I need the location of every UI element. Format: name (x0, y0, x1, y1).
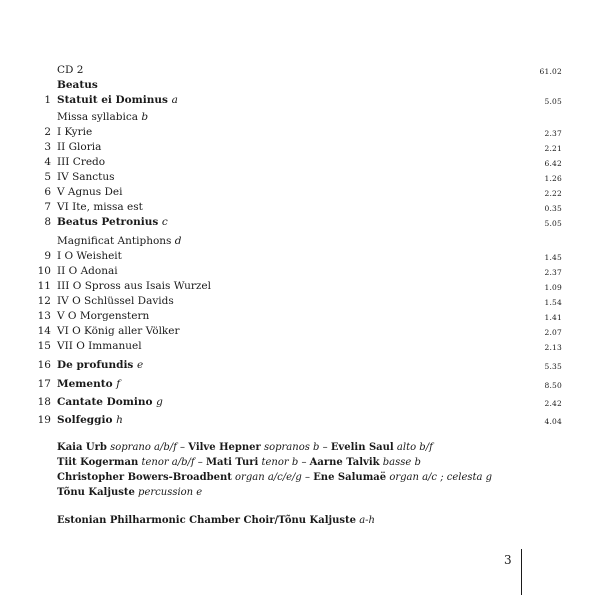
total-duration: 61.02 (539, 67, 562, 76)
track-number: 12 (37, 295, 51, 307)
section-heading-magnificat (57, 235, 182, 247)
track-number: 7 (44, 201, 51, 213)
track-number: 2 (44, 126, 51, 138)
track-title: Beatus Petronius c (57, 216, 168, 228)
track-number: 19 (37, 414, 51, 426)
track-number: 5 (44, 171, 51, 183)
track-title: V Agnus Dei (57, 186, 123, 198)
track-number: 14 (37, 325, 51, 337)
track-duration: 5.35 (544, 362, 562, 371)
track-title: V O Morgenstern (57, 310, 150, 322)
track-title: II Gloria (57, 141, 102, 153)
track-title: IV O Schlüssel Davids (57, 295, 174, 307)
track-number: 9 (44, 250, 51, 262)
section-heading-missa (57, 111, 148, 123)
track-duration: 1.54 (544, 298, 562, 307)
track-duration: 4.04 (544, 417, 562, 426)
track-title: De profundis e (57, 359, 144, 371)
section-heading-missa-text: Missa syllabica (57, 111, 139, 123)
track-number: 15 (37, 340, 51, 352)
track-number: 3 (44, 141, 51, 153)
track-duration: 2.22 (544, 189, 562, 198)
track-number: 13 (37, 310, 51, 322)
track-duration: 2.37 (544, 268, 562, 277)
track-number: 6 (44, 186, 51, 198)
track-title: III Credo (57, 156, 106, 168)
section-heading-beatus: Beatus (57, 79, 98, 91)
track-title: Memento f (57, 378, 121, 390)
track-duration: 5.05 (544, 97, 562, 106)
track-duration: 2.42 (544, 399, 562, 408)
track-duration: 1.26 (544, 174, 562, 183)
track-number: 8 (44, 216, 51, 228)
track-duration: 2.13 (544, 343, 562, 352)
track-duration: 5.05 (544, 219, 562, 228)
track-title: Cantate Domino g (57, 396, 163, 408)
track-title: VI Ite, missa est (57, 201, 143, 213)
cd-label: CD 2 (57, 64, 84, 76)
track-duration: 1.41 (544, 313, 562, 322)
track-duration: 2.07 (544, 328, 562, 337)
track-title: IV Sanctus (57, 171, 115, 183)
track-title: I O Weisheit (57, 250, 122, 262)
track-duration: 2.21 (544, 144, 562, 153)
credits-line-3: Christopher Bowers-Broadbent organ a/c/e/g – Ene Salumaë organ a/c ; celesta g (57, 472, 493, 483)
track-duration: 0.35 (544, 204, 562, 213)
track-number: 1 (44, 94, 51, 106)
track-title: III O Spross aus Isais Wurzel (57, 280, 211, 292)
credits-line-4: Tõnu Kaljuste percussion e (57, 487, 203, 498)
track-number: 16 (37, 359, 51, 371)
track-number: 4 (44, 156, 51, 168)
credits-line-2: Tiit Kogerman tenor a/b/f – Mati Turi tenor b – Aarne Talvik basse b (57, 457, 421, 468)
track-duration: 1.45 (544, 253, 562, 262)
track-title: Solfeggio h (57, 414, 123, 426)
page-number: 3 (504, 553, 512, 567)
ensemble-credit: Estonian Philharmonic Chamber Choir/Tõnu Kaljuste a-h (57, 515, 375, 526)
track-title: VII O Immanuel (57, 340, 142, 352)
track-duration: 6.42 (544, 159, 562, 168)
credits-line-1: Kaia Urb soprano a/b/f – Vilve Hepner sopranos b – Evelin Saul alto b/f (57, 442, 433, 453)
section-heading-magnificat-suffix: d (174, 235, 182, 247)
track-title: II O Adonai (57, 265, 118, 277)
track-number: 18 (37, 396, 51, 408)
section-heading-magnificat-text: Magnificat Antiphons (57, 235, 172, 247)
track-number: 17 (37, 378, 51, 390)
track-title: Statuit ei Dominus a (57, 94, 178, 106)
track-duration: 8.50 (544, 381, 562, 390)
track-title: VI O König aller Völker (57, 325, 180, 337)
track-duration: 1.09 (544, 283, 562, 292)
track-number: 10 (37, 265, 51, 277)
track-title: I Kyrie (57, 126, 93, 138)
section-heading-missa-suffix: b (141, 111, 149, 123)
track-number: 11 (37, 280, 51, 292)
page-divider-line (521, 549, 522, 595)
track-duration: 2.37 (544, 129, 562, 138)
